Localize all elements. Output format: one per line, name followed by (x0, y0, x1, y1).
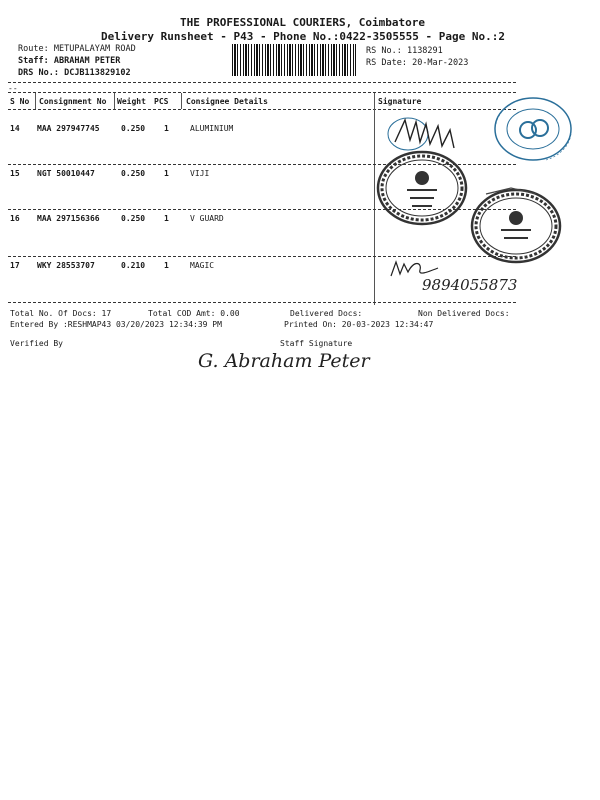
col-consignee: Consignee Details (186, 97, 268, 106)
divider (8, 109, 516, 110)
row-consignment: NGT 50010447 (37, 169, 95, 178)
row-consignment: WKY 28553707 (37, 261, 95, 270)
row-weight: 0.250 (121, 214, 146, 223)
row-sno: 17 (10, 261, 20, 270)
col-pcs: PCS (154, 97, 169, 106)
barcode (232, 44, 356, 76)
dash-marker: -- (8, 84, 18, 93)
divider (8, 92, 516, 93)
total-cod: Total COD Amt: 0.00 (148, 309, 240, 318)
staff-signature-label: Staff Signature (280, 339, 353, 348)
route-line (18, 44, 136, 54)
row-pcs: 1 (164, 124, 169, 133)
column-rule (181, 93, 182, 109)
row-weight: 0.210 (121, 261, 146, 270)
rs-no-value: 1138291 (406, 46, 443, 56)
row-weight: 0.250 (121, 169, 146, 178)
staff-label: Staff: (18, 56, 49, 66)
staff-value: ABRAHAM PETER (53, 56, 121, 66)
total-docs: Total No. Of Docs: 17 (10, 309, 112, 318)
entered-by: Entered By :RESHMAP43 03/20/2023 12:34:39 PM (10, 320, 222, 329)
delivered-docs: Delivered Docs: (290, 309, 363, 318)
row-divider (8, 256, 516, 257)
rs-date-value: 20-Mar-2023 (412, 58, 469, 68)
route-value: METUPALAYAM ROAD (53, 44, 136, 54)
round-company-stamp-1 (372, 148, 472, 228)
company-title: THE PROFESSIONAL COURIERS, Coimbatore (180, 16, 426, 29)
staff-handwritten-signature: G. Abraham Peter (198, 350, 370, 372)
row-divider (8, 302, 516, 303)
row-consignee: V GUARD (190, 214, 224, 223)
row-consignee: MAGIC (190, 261, 215, 270)
rs-date-label: RS Date: (366, 58, 407, 68)
row-consignee: VIJI (190, 169, 210, 178)
col-weight: Weight (117, 97, 146, 106)
drs-label: DRS No.: (18, 68, 59, 78)
rs-no-label: RS No.: (366, 46, 402, 56)
printed-on: Printed On: 20-03-2023 12:34:47 (284, 320, 434, 329)
rs-date-line (366, 58, 468, 68)
col-sno: S No (10, 97, 30, 106)
row-sno: 15 (10, 169, 20, 178)
round-company-stamp-2 (466, 186, 566, 266)
drs-line (18, 68, 131, 78)
drs-value: DCJB113829102 (64, 68, 131, 78)
staff-line (18, 56, 120, 66)
row-pcs: 1 (164, 214, 169, 223)
row-sno: 14 (10, 124, 20, 133)
row-consignee: ALUMINIUM (190, 124, 234, 133)
verified-by: Verified By (10, 339, 63, 348)
blue-company-seal (488, 94, 578, 164)
handwritten-phone: 9894055873 (422, 276, 518, 294)
column-rule (114, 93, 115, 109)
row-consignment: MAA 297156366 (37, 214, 100, 223)
row-weight: 0.250 (121, 124, 146, 133)
route-label: Route: (18, 44, 49, 54)
rs-no-line (366, 46, 443, 56)
row-pcs: 1 (164, 169, 169, 178)
row-pcs: 1 (164, 261, 169, 270)
col-consignment: Consignment No (39, 97, 107, 106)
divider (8, 82, 516, 83)
row-sno: 16 (10, 214, 20, 223)
column-rule (35, 93, 36, 109)
col-signature: Signature (378, 97, 422, 106)
runsheet-title: Delivery Runsheet - P43 - Phone No.:0422-3505555 - Page No.:2 (101, 30, 505, 43)
non-delivered-docs: Non Delivered Docs: (418, 309, 510, 318)
row-consignment: MAA 297947745 (37, 124, 100, 133)
